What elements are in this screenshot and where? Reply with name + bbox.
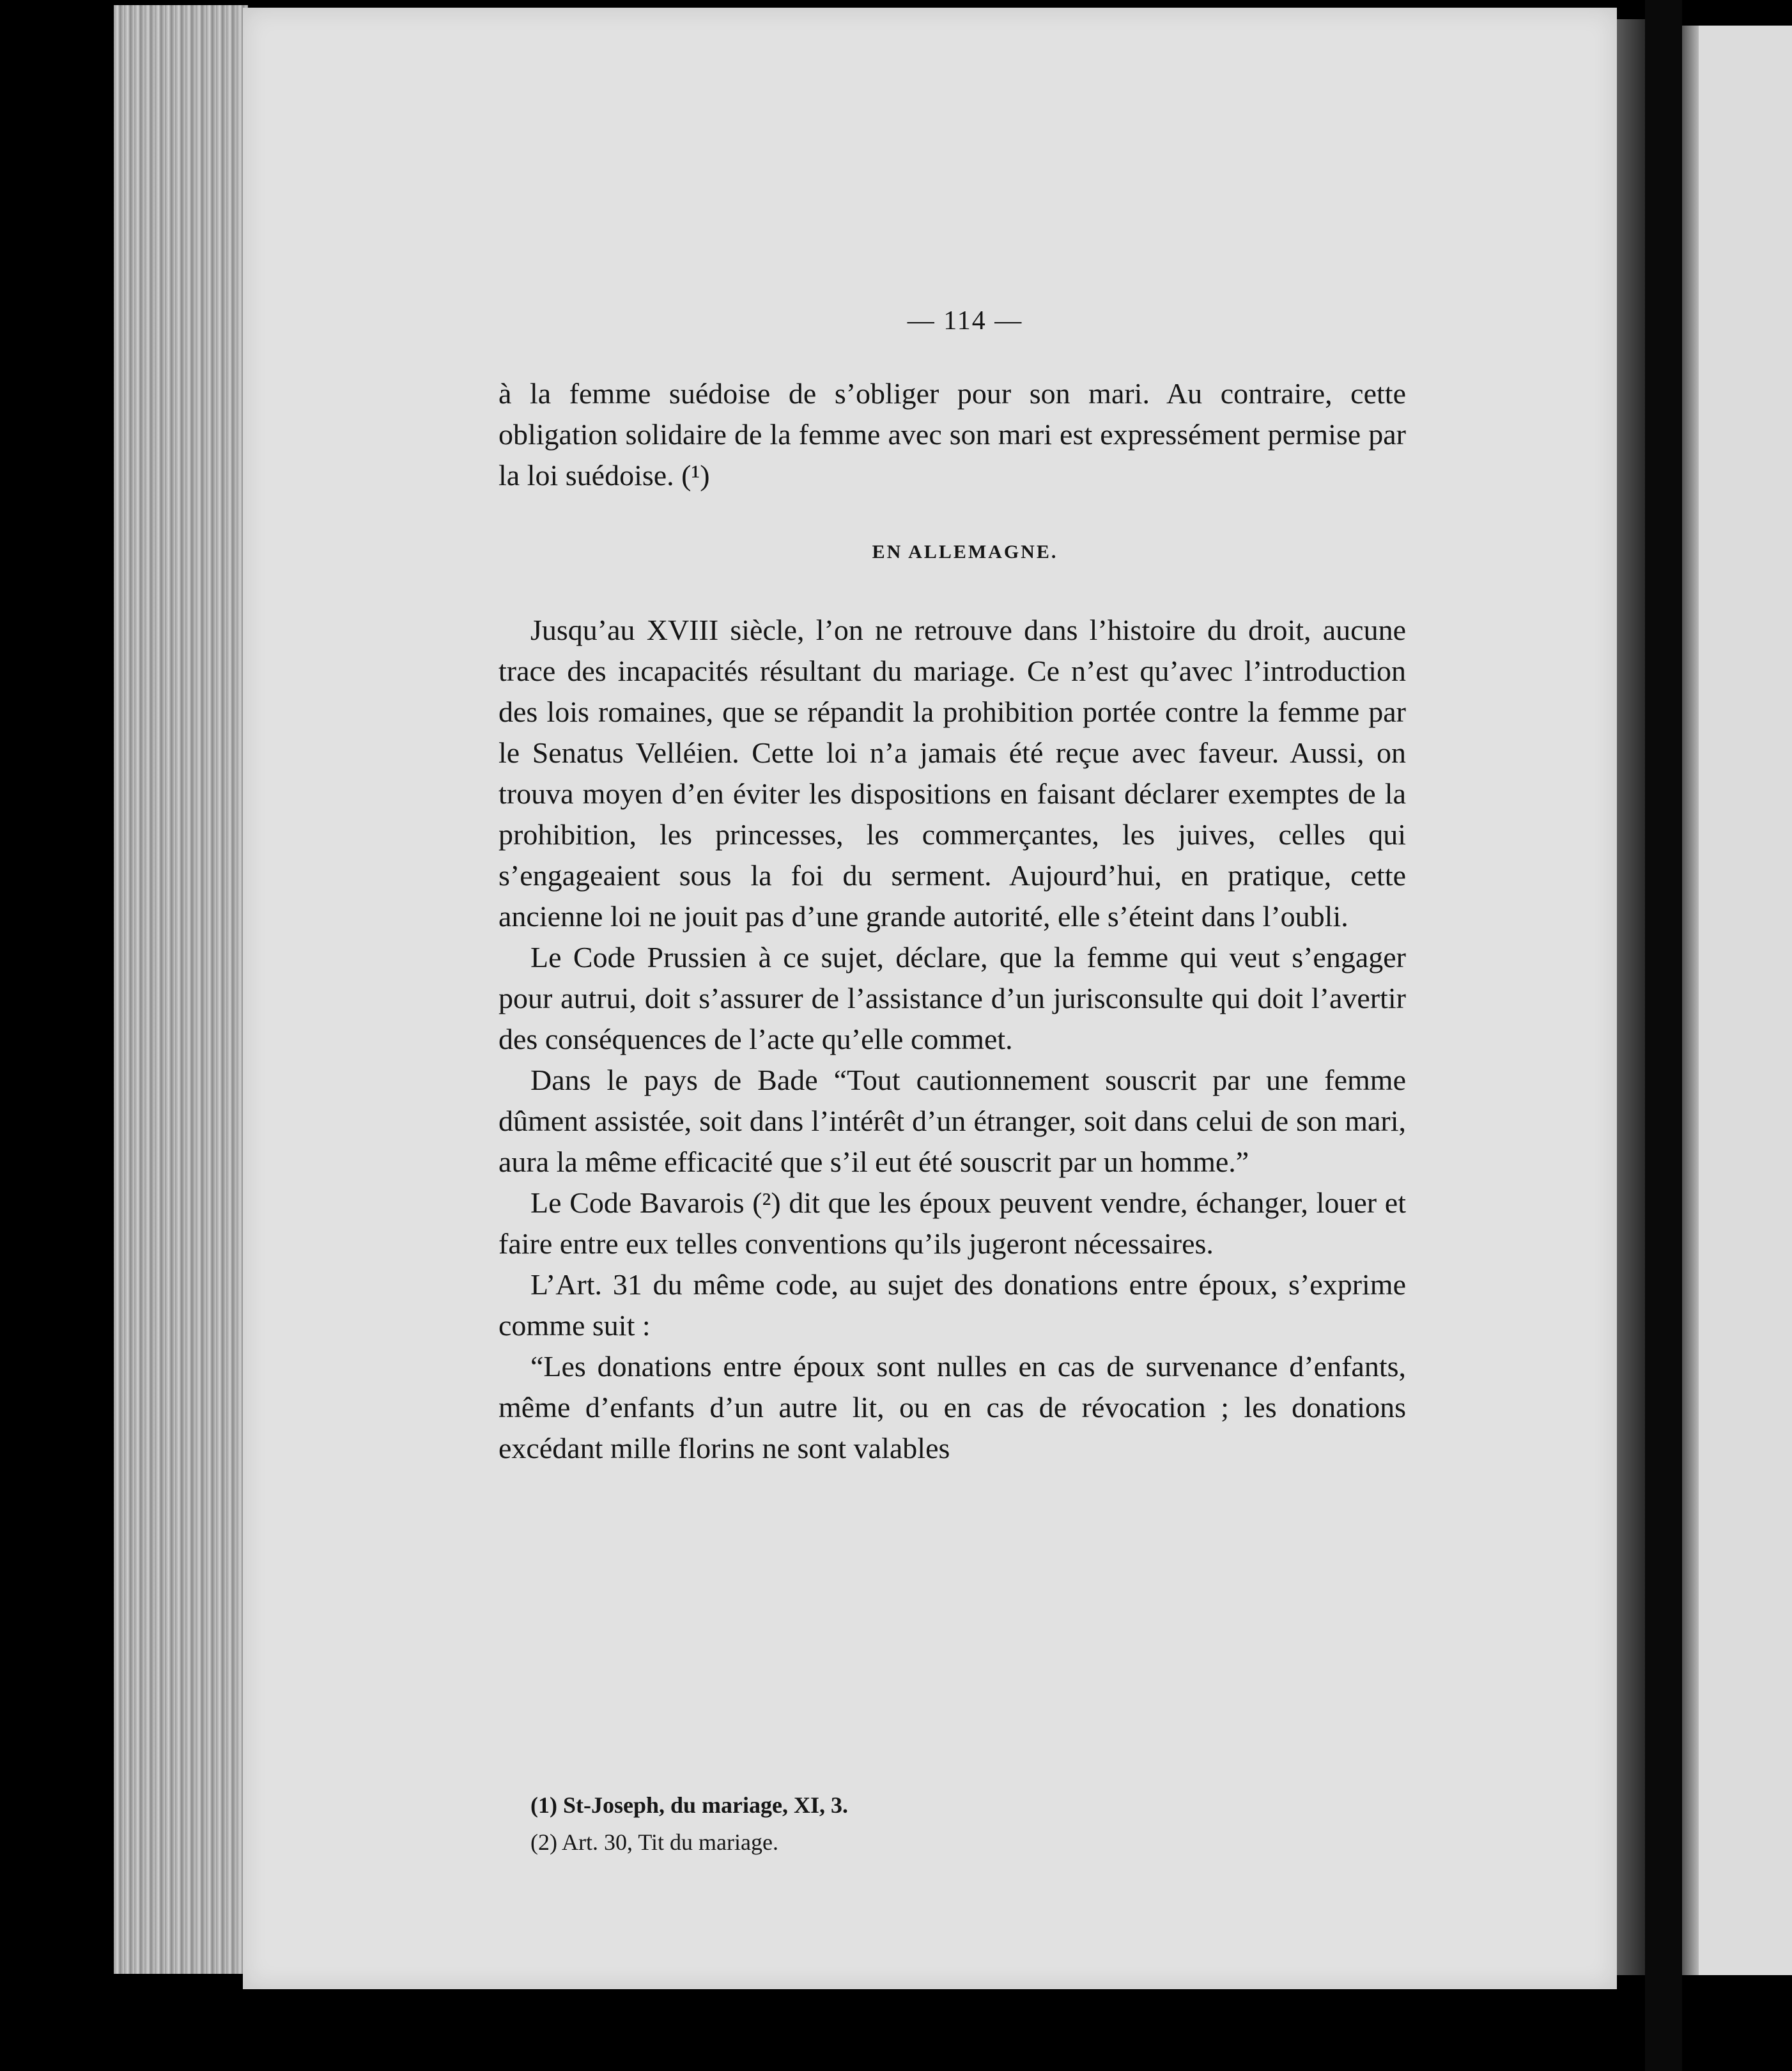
paragraph-prussian-code: Le Code Prussien à ce sujet, déclare, que la femme qui veut s’engager pour autrui, doit s’assurer de l’assistance d’un jurisconsulte qui doit l’avertir des conséquences de l’acte qu’elle commet.: [498, 941, 1406, 1055]
page-edge-shadow: [1617, 19, 1645, 1975]
page-body: [498, 300, 1406, 1469]
book-gutter: [1645, 0, 1682, 2071]
paragraph-quotation: “Les donations entre époux sont nulles en cas de survenance d’enfants, même d’enfants d’un autre lit, ou en cas de révocation ; les donations excédant mille florins ne sont valables: [498, 1350, 1406, 1464]
page-stack-edge: [114, 5, 248, 1974]
page-number: — 114 —: [907, 306, 1023, 336]
paragraph-bavarian-code: Le Code Bavarois (²) dit que les époux peuvent vendre, échanger, louer et faire entre eux telles conventions qu’ils jugeront nécessaires.: [498, 1186, 1406, 1260]
footnote-1: (1) St-Joseph, du mariage, XI, 3.: [530, 1792, 849, 1818]
facing-page-edge: [1682, 26, 1699, 1975]
intro-paragraph: à la femme suédoise de s’obliger pour son mari. Au contraire, cette obligation solidaire de la femme avec son mari est expressément permise par la loi suédoise. (¹): [498, 377, 1406, 492]
footnote-2: (2) Art. 30, Tit du mariage.: [530, 1829, 778, 1855]
paragraph-baden: Dans le pays de Bade “Tout cautionnement souscrit par une femme dûment assistée, soit dans l’intérêt d’un étranger, soit dans celui de son mari, aura la même efficacité que s’il eut été souscrit par un homme.”: [498, 1064, 1406, 1178]
paragraph-article-31: L’Art. 31 du même code, au sujet des donations entre époux, s’exprime comme suit :: [498, 1268, 1406, 1342]
paragraph-history: Jusqu’au XVIII siècle, l’on ne retrouve dans l’histoire du droit, aucune trace des incapacités résultant du mariage. Ce n’est qu’avec l’introduction des lois romaines, que se répandit la prohibition portée contre la femme par le Senatus Velléien. Cette loi n’a jamais été reçue avec faveur. Aussi, on trouva moyen d’en éviter les dispositions en faisant déclarer exemptes de la prohibition, les princesses, les commerçantes, les juives, celles qui s’engageaient sous la foi du serment. Aujourd’hui, en pratique, cette ancienne loi ne jouit pas d’une grande autorité, elle s’éteint dans l’oubli.: [498, 614, 1406, 933]
footnotes: [530, 1787, 1361, 1861]
section-heading: EN ALLEMAGNE.: [872, 541, 1058, 562]
